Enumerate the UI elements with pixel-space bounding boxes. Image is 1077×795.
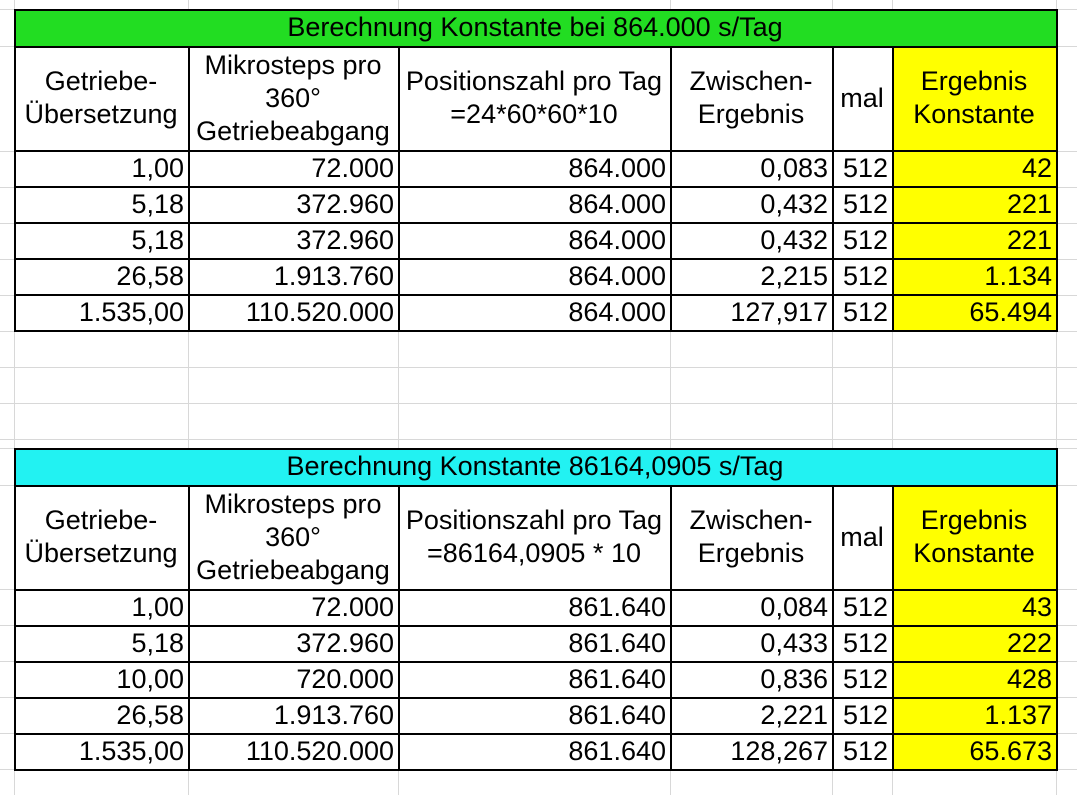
microsteps-cell[interactable]: 372.960 bbox=[296, 224, 394, 255]
header-line: Zwischen- bbox=[689, 505, 813, 535]
microsteps-cell[interactable]: 372.960 bbox=[296, 627, 394, 658]
microsteps-cell[interactable]: 72.000 bbox=[311, 591, 394, 622]
header-line: 360° bbox=[265, 521, 321, 552]
header-line: Getriebeabgang bbox=[196, 115, 390, 146]
cell-border bbox=[14, 733, 1058, 735]
ratio-cell[interactable]: 26,58 bbox=[116, 699, 184, 730]
positions-cell[interactable]: 861.640 bbox=[568, 699, 666, 730]
result-cell[interactable]: 222 bbox=[1006, 627, 1052, 658]
times-cell[interactable]: 512 bbox=[842, 260, 888, 291]
result-cell[interactable]: 428 bbox=[1006, 663, 1052, 694]
header-line: Ergebnis bbox=[920, 66, 1028, 96]
header-positions[interactable] bbox=[398, 485, 670, 589]
intermediate-cell[interactable]: 0,084 bbox=[760, 591, 828, 622]
result-cell[interactable]: 221 bbox=[1006, 224, 1052, 255]
table-title[interactable]: Berechnung Konstante 86164,0905 s/Tag bbox=[14, 448, 1056, 485]
header-line: Konstante bbox=[913, 538, 1035, 568]
header-line: Konstante bbox=[913, 99, 1035, 129]
table-title[interactable]: Berechnung Konstante bei 864.000 s/Tag bbox=[14, 9, 1056, 46]
intermediate-cell[interactable]: 0,836 bbox=[760, 663, 828, 694]
header-line: Getriebeabgang bbox=[196, 554, 390, 585]
times-cell[interactable]: 512 bbox=[842, 591, 888, 622]
ratio-cell[interactable]: 10,00 bbox=[116, 663, 184, 694]
times-cell[interactable]: 512 bbox=[842, 152, 888, 183]
microsteps-cell[interactable]: 1.913.760 bbox=[273, 260, 394, 291]
cell-border bbox=[14, 769, 1058, 771]
positions-cell[interactable]: 864.000 bbox=[568, 188, 666, 219]
ratio-cell[interactable]: 26,58 bbox=[116, 260, 184, 291]
intermediate-cell[interactable]: 0,083 bbox=[760, 152, 828, 183]
times-cell[interactable]: 512 bbox=[842, 296, 888, 327]
ratio-cell[interactable]: 5,18 bbox=[131, 224, 184, 255]
microsteps-cell[interactable]: 110.520.000 bbox=[245, 296, 394, 327]
header-line: Übersetzung bbox=[24, 99, 178, 129]
positions-cell[interactable]: 864.000 bbox=[568, 260, 666, 291]
header-line: Positionszahl pro Tag bbox=[405, 66, 663, 96]
times-cell[interactable]: 512 bbox=[842, 627, 888, 658]
ratio-cell[interactable]: 1,00 bbox=[131, 152, 184, 183]
cell-border bbox=[14, 661, 1058, 663]
header-intermediate[interactable] bbox=[670, 485, 832, 589]
microsteps-cell[interactable]: 720.000 bbox=[296, 663, 394, 694]
cell-border bbox=[188, 485, 190, 771]
cell-border bbox=[14, 589, 1058, 591]
header-line: Ergebnis bbox=[920, 505, 1028, 535]
result-cell[interactable]: 221 bbox=[1006, 188, 1052, 219]
cell-border bbox=[14, 448, 1058, 450]
header-line: Ergebnis bbox=[697, 538, 805, 568]
header-line: Getriebe- bbox=[44, 505, 158, 535]
times-cell[interactable]: 512 bbox=[842, 188, 888, 219]
intermediate-cell[interactable]: 0,433 bbox=[760, 627, 828, 658]
positions-cell[interactable]: 864.000 bbox=[568, 152, 666, 183]
times-cell[interactable]: 512 bbox=[842, 699, 888, 730]
microsteps-cell[interactable]: 110.520.000 bbox=[245, 735, 394, 766]
ratio-cell[interactable]: 1.535,00 bbox=[78, 735, 184, 766]
positions-cell[interactable]: 861.640 bbox=[568, 735, 666, 766]
cell-border bbox=[832, 485, 834, 771]
cell-border bbox=[14, 448, 16, 771]
intermediate-cell[interactable]: 0,432 bbox=[760, 224, 828, 255]
cell-border bbox=[1056, 448, 1058, 771]
header-times[interactable]: mal bbox=[840, 82, 884, 113]
times-cell[interactable]: 512 bbox=[842, 735, 888, 766]
header-ratio[interactable] bbox=[14, 485, 188, 589]
header-line: 360° bbox=[265, 82, 321, 113]
result-cell[interactable]: 1.137 bbox=[984, 699, 1052, 730]
intermediate-cell[interactable]: 127,917 bbox=[730, 296, 828, 327]
result-cell[interactable]: 42 bbox=[1021, 152, 1052, 183]
positions-cell[interactable]: 861.640 bbox=[568, 591, 666, 622]
cell-border bbox=[670, 485, 672, 771]
ratio-cell[interactable]: 1.535,00 bbox=[78, 296, 184, 327]
microsteps-cell[interactable]: 1.913.760 bbox=[273, 699, 394, 730]
header-line: Zwischen- bbox=[689, 66, 813, 96]
header-line: Mikrosteps pro bbox=[204, 488, 382, 519]
microsteps-cell[interactable]: 72.000 bbox=[311, 152, 394, 183]
positions-cell[interactable]: 861.640 bbox=[568, 627, 666, 658]
cell-border bbox=[14, 625, 1058, 627]
positions-cell[interactable]: 864.000 bbox=[568, 224, 666, 255]
header-line: Getriebe- bbox=[44, 66, 158, 96]
times-cell[interactable]: 512 bbox=[842, 663, 888, 694]
cell-border bbox=[14, 485, 1058, 487]
intermediate-cell[interactable]: 2,221 bbox=[760, 699, 828, 730]
header-line: =86164,0905 * 10 bbox=[427, 538, 641, 568]
header-line: Ergebnis bbox=[697, 99, 805, 129]
header-microsteps[interactable] bbox=[188, 485, 398, 589]
microsteps-cell[interactable]: 372.960 bbox=[296, 188, 394, 219]
header-line: =24*60*60*10 bbox=[450, 99, 618, 129]
ratio-cell[interactable]: 5,18 bbox=[131, 627, 184, 658]
header-line: Mikrosteps pro bbox=[204, 49, 382, 80]
cell-border bbox=[14, 697, 1058, 699]
result-cell[interactable]: 65.673 bbox=[969, 735, 1052, 766]
header-times[interactable]: mal bbox=[840, 521, 884, 552]
cell-border bbox=[892, 485, 894, 771]
ratio-cell[interactable]: 1,00 bbox=[131, 591, 184, 622]
result-cell[interactable]: 65.494 bbox=[969, 296, 1052, 327]
times-cell[interactable]: 512 bbox=[842, 224, 888, 255]
header-result[interactable] bbox=[892, 485, 1056, 589]
intermediate-cell[interactable]: 2,215 bbox=[760, 260, 828, 291]
intermediate-cell[interactable]: 0,432 bbox=[760, 188, 828, 219]
intermediate-cell[interactable]: 128,267 bbox=[730, 735, 828, 766]
positions-cell[interactable]: 864.000 bbox=[568, 296, 666, 327]
cell-border bbox=[398, 485, 400, 771]
header-line: Übersetzung bbox=[24, 538, 178, 568]
positions-cell[interactable]: 861.640 bbox=[568, 663, 666, 694]
ratio-cell[interactable]: 5,18 bbox=[131, 188, 184, 219]
result-cell[interactable]: 1.134 bbox=[984, 260, 1052, 291]
result-cell[interactable]: 43 bbox=[1021, 591, 1052, 622]
header-line: Positionszahl pro Tag bbox=[405, 505, 663, 535]
